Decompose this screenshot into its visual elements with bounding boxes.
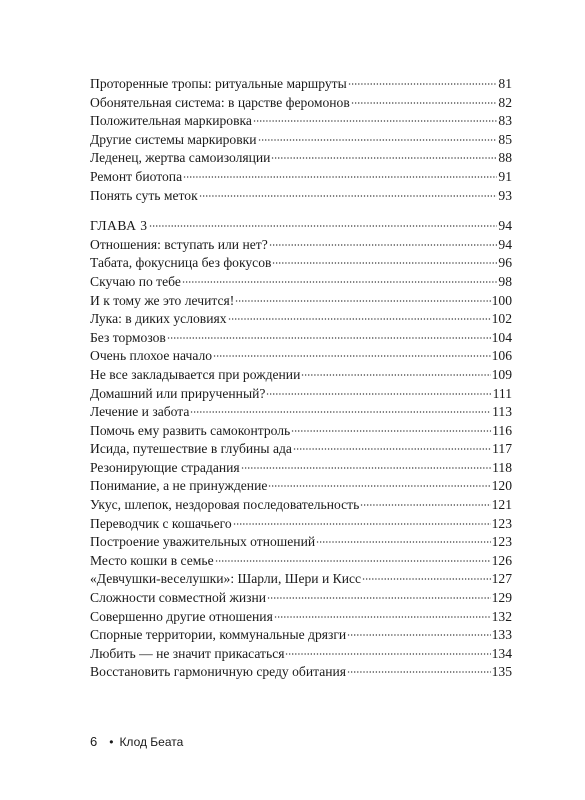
toc-entry-page-number: 85 [498, 131, 512, 147]
dot-leader [360, 504, 490, 506]
toc-entry [90, 422, 512, 441]
toc-entry-title: Скучаю по тебе [90, 273, 181, 289]
toc-entry-page-number: 121 [491, 497, 512, 513]
toc-entry-title: Место кошки в семье [90, 552, 214, 568]
dot-leader [235, 300, 490, 302]
toc-entry [90, 515, 512, 534]
toc-entry-title: Переводчик с кошачьего [90, 515, 232, 531]
toc-entry-title: Исида, путешествие в глубины ада [90, 441, 292, 457]
toc-entry-title: Без тормозов [90, 329, 166, 345]
toc-entry-page-number: 127 [491, 571, 512, 587]
toc-entry [90, 236, 512, 255]
toc-entry-page-number: 123 [491, 534, 512, 550]
toc-entry [90, 254, 512, 273]
toc-entry-page-number: 82 [498, 94, 512, 110]
dot-leader [347, 634, 490, 636]
toc-entry-page-number: 123 [491, 515, 512, 531]
dot-leader [167, 337, 491, 339]
toc-entry [90, 477, 512, 496]
toc-entry-page-number: 113 [492, 404, 512, 420]
toc-entry-title: «Девчушки-веселушки»: Шарли, Шери и Кисс [90, 571, 362, 587]
dot-leader [271, 157, 497, 159]
toc-entry [90, 552, 512, 571]
toc-entry [90, 608, 512, 627]
toc-entry-title: Положительная маркировка [90, 113, 252, 129]
toc-entry [90, 149, 512, 168]
toc-entry [90, 496, 512, 515]
toc-entry [90, 440, 512, 459]
toc-entry-page-number: 102 [491, 311, 512, 327]
footer-bullet: • [109, 735, 114, 749]
toc-entry-title: Совершенно другие отношения [90, 608, 273, 624]
toc-entry [90, 112, 512, 131]
toc-entry [90, 589, 512, 608]
toc-section-1 [90, 75, 512, 205]
dot-leader [213, 355, 491, 357]
dot-leader [241, 467, 491, 469]
toc-entry-title: Укус, шлепок, нездоровая последовательность [90, 497, 360, 513]
toc-entry-page-number: 93 [498, 187, 512, 203]
toc-entry-page-number: 104 [491, 329, 512, 345]
toc-entry [90, 94, 512, 113]
toc-entry-title: Отношения: вступать или нет? [90, 236, 268, 252]
toc-entry [90, 347, 512, 366]
toc-entry [90, 187, 512, 206]
toc-entry-title: Помочь ему развить самоконтроль [90, 422, 291, 438]
dot-leader [268, 485, 490, 487]
toc-entry-page-number: 100 [491, 292, 512, 308]
dot-leader [351, 102, 498, 104]
toc-entry-title: Понять суть меток [90, 187, 198, 203]
toc-entry [90, 459, 512, 478]
toc-entry-page-number: 126 [491, 552, 512, 568]
toc-entry [90, 292, 512, 311]
toc-entry-title: Резонирующие страдания [90, 459, 240, 475]
chapter-title: ГЛАВА 3 [90, 218, 148, 234]
toc-entry-page-number: 109 [491, 366, 512, 382]
dot-leader [293, 448, 491, 450]
page-number: 6 [90, 734, 98, 749]
toc-entry-page-number: 129 [491, 590, 512, 606]
toc-entry-page-number: 116 [492, 422, 512, 438]
toc-section-2 [90, 236, 512, 682]
dot-leader [347, 671, 491, 673]
toc-entry-title: Спорные территории, коммунальные дрязги [90, 627, 347, 643]
toc-entry [90, 131, 512, 150]
dot-leader [182, 281, 497, 283]
toc-entry-page-number: 88 [498, 150, 512, 166]
toc-entry-page-number: 91 [498, 168, 512, 184]
toc-entry-title: Очень плохое начало [90, 348, 213, 364]
dot-leader [274, 616, 491, 618]
dot-leader [316, 541, 490, 543]
toc-entry-page-number: 134 [491, 645, 512, 661]
dot-leader [253, 120, 497, 122]
toc-entry-title: Другие системы маркировки [90, 131, 257, 147]
toc-entry-title: Сложности совместной жизни [90, 590, 267, 606]
toc-entry [90, 645, 512, 664]
toc-entry-page-number: 135 [491, 664, 512, 680]
toc-entry [90, 663, 512, 682]
toc-entry-title: Любить — не значит прикасаться [90, 645, 285, 661]
dot-leader [190, 411, 491, 413]
dot-leader [266, 393, 491, 395]
table-of-contents [90, 75, 512, 682]
toc-entry [90, 366, 512, 385]
toc-entry [90, 310, 512, 329]
toc-entry [90, 329, 512, 348]
toc-entry-title: Домашний или прирученный? [90, 385, 266, 401]
toc-entry [90, 626, 512, 645]
toc-entry [90, 403, 512, 422]
toc-entry [90, 273, 512, 292]
toc-entry [90, 168, 512, 187]
chapter-heading-row [90, 217, 512, 236]
toc-entry [90, 75, 512, 94]
toc-entry-page-number: 111 [492, 385, 512, 401]
dot-leader [291, 430, 491, 432]
toc-entry-title: Построение уважительных отношений [90, 534, 316, 550]
toc-entry-title: Ремонт биотопа [90, 168, 183, 184]
toc-entry-page-number: 118 [492, 459, 512, 475]
toc-entry-title: Лука: в диких условиях [90, 311, 227, 327]
toc-entry-page-number: 120 [491, 478, 512, 494]
dot-leader [228, 318, 491, 320]
toc-entry-title: Восстановить гармоничную среду обитания [90, 664, 347, 680]
toc-entry-page-number: 133 [491, 627, 512, 643]
toc-entry-page-number: 94 [498, 236, 512, 252]
dot-leader [183, 176, 497, 178]
running-author: Клод Беата [119, 735, 184, 749]
toc-entry-title: Табата, фокусница без фокусов [90, 255, 272, 271]
toc-entry-title: Не все закладывается при рождении [90, 366, 301, 382]
toc-entry-page-number: 106 [491, 348, 512, 364]
dot-leader [348, 83, 498, 85]
toc-entry-page-number: 132 [491, 608, 512, 624]
toc-entry-page-number: 83 [498, 113, 512, 129]
toc-entry-title: Леденец, жертва самоизоляции [90, 150, 271, 166]
dot-leader [301, 374, 490, 376]
toc-entry-page-number: 117 [492, 441, 512, 457]
dot-leader [199, 195, 498, 197]
dot-leader [362, 578, 491, 580]
dot-leader [267, 597, 491, 599]
chapter-page-number: 94 [498, 218, 512, 234]
toc-entry [90, 570, 512, 589]
dot-leader [272, 262, 497, 264]
toc-entry-page-number: 96 [498, 255, 512, 271]
page-footer [90, 734, 183, 749]
dot-leader [233, 523, 491, 525]
dot-leader [149, 225, 498, 227]
toc-entry-page-number: 98 [498, 273, 512, 289]
toc-entry-title: Лечение и забота [90, 404, 190, 420]
dot-leader [285, 653, 490, 655]
dot-leader [269, 244, 498, 246]
dot-leader [215, 560, 491, 562]
toc-entry-title: И к тому же это лечится! [90, 292, 235, 308]
toc-entry-title: Обонятельная система: в царстве феромонов [90, 94, 350, 110]
toc-entry-page-number: 81 [498, 76, 512, 91]
section-spacer [90, 205, 512, 217]
toc-entry [90, 533, 512, 552]
toc-entry-title: Понимание, а не принуждение [90, 478, 268, 494]
dot-leader [258, 139, 498, 141]
toc-entry-title: Проторенные тропы: ритуальные маршруты [90, 76, 347, 91]
toc-entry [90, 385, 512, 404]
